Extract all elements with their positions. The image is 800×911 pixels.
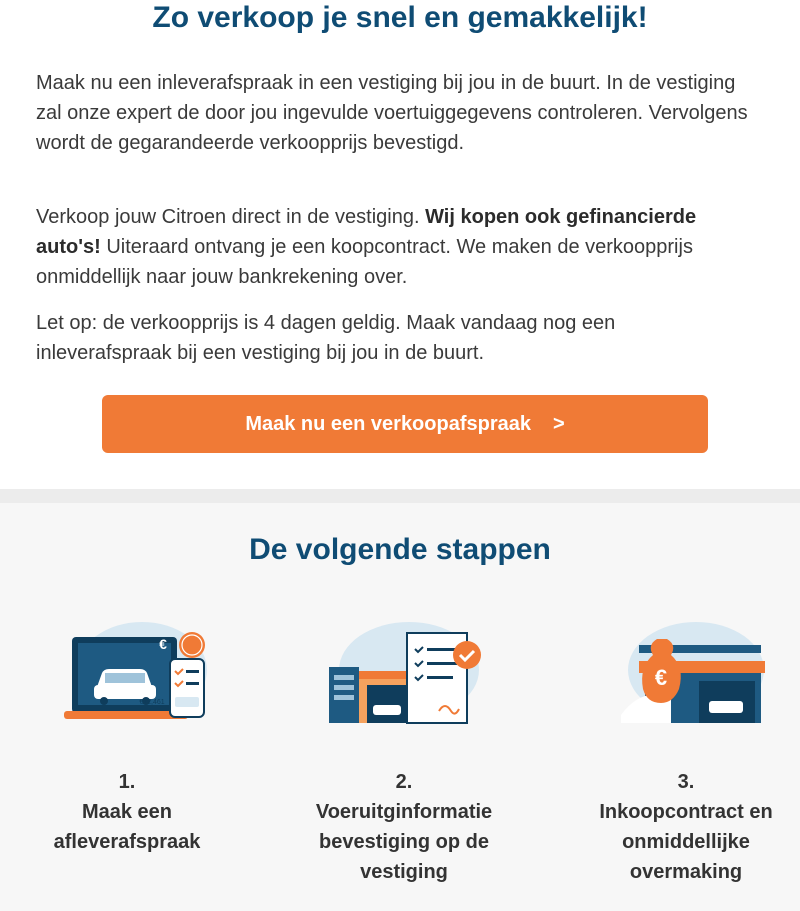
step-1-number: 1.	[118, 771, 136, 793]
section-divider	[0, 489, 800, 503]
page-title: Zo verkoop je snel en gemakkelijk!	[152, 1, 648, 34]
intro-paragraph-3: Let op: de verkoopprijs is 4 dagen geldig. Maak vandaag nog een inleverafspraak bij een vestiging bij jou in de buurt.	[36, 312, 616, 364]
step-3-number: 3.	[677, 771, 695, 793]
step-3-line-3: overmaking	[629, 861, 743, 883]
intro-paragraph-1: Maak nu een inleverafspraak in een vestiging bij jou in de buurt. In de vestiging zal onze expert de door jou ingevulde voertuiggegevens controleren. Vervolgens wordt de gegarandeerde verkoopprijs bevestigd.	[36, 72, 748, 154]
next-steps-title: De volgende stappen	[249, 533, 551, 566]
money-bag-garage-icon	[601, 615, 771, 733]
step-2	[284, 615, 524, 887]
step-2-number: 2.	[395, 771, 413, 793]
intro-paragraph-2-start: Verkoop jouw Citroen direct in de vestiging.	[36, 206, 426, 228]
step-1-line-1: Maak een	[81, 801, 173, 823]
euro-badge-icon: €	[159, 636, 167, 652]
step-3-line-1: Inkoopcontract en	[599, 801, 773, 823]
laptop-car-icon	[42, 615, 212, 733]
step-2-line-2: bevestiging op de	[318, 831, 490, 853]
step-3	[566, 615, 800, 887]
intro-paragraph-2-end: Uiteraard ontvang je een koopcontract. We maken de verkoopprijs onmiddellijk naar jouw bankrekening over.	[36, 236, 693, 288]
make-appointment-button[interactable]	[102, 395, 708, 453]
make-appointment-label: Maak nu een verkoopafspraak	[245, 412, 531, 435]
step-2-line-1: Voeruitginformatie	[315, 801, 493, 823]
intro-paragraph-2	[36, 202, 756, 292]
step-2-line-3: vestiging	[360, 861, 448, 883]
step-1-line-2: afleverafspraak	[53, 831, 201, 853]
euro-symbol: €	[654, 665, 668, 690]
chevron-right-icon: >	[553, 412, 565, 435]
price-tag: €12,461	[139, 699, 165, 706]
step-1	[7, 615, 247, 857]
document-check-icon	[319, 615, 489, 733]
intro-paragraph-2-bold: Wij kopen ook gefinancierde auto's!	[36, 206, 697, 258]
step-3-line-2: onmiddellijke	[622, 831, 750, 853]
